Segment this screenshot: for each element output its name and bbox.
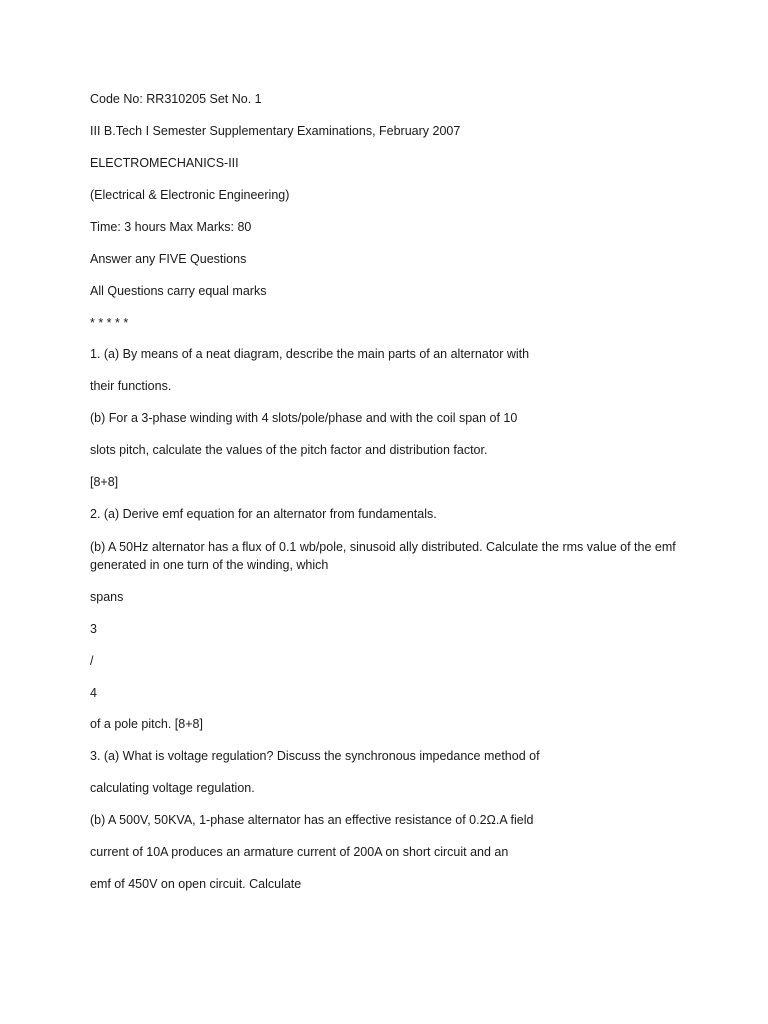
question-line: (b) For a 3-phase winding with 4 slots/pole/phase and with the coil span of 10 — [90, 411, 518, 425]
code-number-line: Code No: RR310205 Set No. 1 — [90, 92, 262, 106]
fraction-denominator: 4 — [90, 686, 97, 700]
question-line: current of 10A produces an armature current of 200A on short circuit and an — [90, 845, 509, 859]
subject-line: ELECTROMECHANICS-III — [90, 156, 239, 170]
question-line: 3. (a) What is voltage regulation? Discuss the synchronous impedance method of — [90, 749, 540, 763]
instruction-line: Answer any FIVE Questions — [90, 252, 247, 266]
exam-title-line: III B.Tech I Semester Supplementary Examinations, February 2007 — [90, 124, 461, 138]
question-line: emf of 450V on open circuit. Calculate — [90, 877, 302, 891]
question-line: calculating voltage regulation. — [90, 781, 255, 795]
instruction-line-2: All Questions carry equal marks — [90, 284, 267, 298]
marks-line: [8+8] — [90, 475, 119, 489]
separator-stars: * * * * * — [90, 316, 129, 330]
question-line: slots pitch, calculate the values of the pitch factor and distribution factor. — [90, 443, 488, 457]
question-line: 2. (a) Derive emf equation for an alternator from fundamentals. — [90, 507, 437, 521]
fraction-numerator: 3 — [90, 622, 97, 636]
fraction-slash: / — [90, 654, 94, 668]
question-line: spans — [90, 590, 124, 604]
question-line: 1. (a) By means of a neat diagram, describe the main parts of an alternator with — [90, 347, 530, 361]
department-line: (Electrical & Electronic Engineering) — [90, 188, 290, 202]
question-line: of a pole pitch. [8+8] — [90, 717, 203, 731]
time-marks-line: Time: 3 hours Max Marks: 80 — [90, 220, 252, 234]
question-line: (b) A 50Hz alternator has a flux of 0.1 wb/pole, sinusoid ally distributed. Calculate the rms value of the emf generated in one turn of the winding, which — [90, 540, 676, 572]
question-line: their functions. — [90, 379, 172, 393]
question-line: (b) A 500V, 50KVA, 1-phase alternator has an effective resistance of 0.2Ω.A field — [90, 813, 534, 827]
